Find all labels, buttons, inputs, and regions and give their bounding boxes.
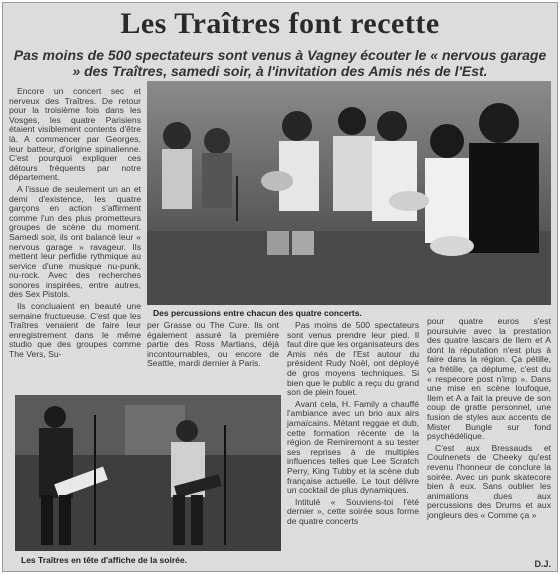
caption-percussion: Des percussions entre chacun des quatre concerts. — [153, 308, 362, 318]
column-2 — [147, 321, 279, 401]
author-signature: D.J. — [534, 559, 551, 569]
newspaper-clipping — [2, 2, 558, 572]
col1-paragraph-2: A l'issue de seulement un an et demi d'existence, les quatre garçons en action s'affirment comme l'un des plus prometteurs groupes de scène du moment. Samedi soir, ils ont balancé leur « nervous garage » ravageur. Ils mettent leur perfidie rythmique au service d'une musique nu-punk, nu-rock. Avec des recherches sonores inspirées, entre autres, des Sex Pistols. — [9, 183, 141, 300]
percussion-photo — [147, 81, 551, 305]
col1-paragraph-1: Encore un concert sec et nerveux des Traîtres. De retour pour la troisième fois dans les Vosges, les quatre Parisiens étaient visiblement contents d'être là. A commencer par Georges, leur batteur, d'origine spinalienne. C'est pourquoi expliquer ces détours fréquents par notre département. — [9, 86, 141, 183]
band-photo-image — [15, 395, 281, 551]
subtitle: Pas moins de 500 spectateurs sont venus à Vagney écouter le « nervous garage » des Traîtres, samedi soir, à l'invitation des Amis nés de l'Est. — [13, 47, 547, 79]
col3-paragraph-2: Avant cela, H. Family a chauffé l'ambiance avec un brio aux airs jamaïcains. Métant reggae et dub, cette formation récente de la région de Remiremont a su tester ses reprises à de multiples influences telles que Lee Scratch Perry, King Tubby et la scène dub française actuelle. Le tout délivre un cocktail de plus dynamiques. — [287, 398, 419, 496]
band-photo — [15, 395, 281, 551]
column-4 — [427, 317, 551, 557]
col1-paragraph-3: Ils concluaient en beauté une semaine fructueuse. C'est que les Traîtres venaient de faire leur enregistrement dans le même studio que des groupes comme The Vers, Su- — [9, 301, 141, 360]
col4-paragraph-1: pour quatre euros s'est poursuivie avec la prestation des quatre lascars de Ilem et A dont la réputation n'est plus à faire dans la région. Ça pétille, ça frétille, ça déplume, c'est du « respecore post n'imp ». Dans une mise en scène loufoque, Ilem et A a fait la preuve de son coup de gratte personnel, une fusion de styles aux accents de Mister Bungle sur fond psychédélique. — [427, 316, 551, 442]
col2-paragraph: per Grasse ou The Cure. Ils ont également assuré la première partie des Ross Martians, déjà incontournables, ou encore de Seattle, mardi dernier à Paris. — [147, 320, 279, 369]
headline: Les Traîtres font recette — [120, 7, 440, 40]
column-1 — [9, 87, 141, 393]
col4-paragraph-2: C'est aux Bressauds et Coulnenets de Cheeky qu'est revenu l'honneur de conclure la soirée. Avec un punk skatecore bien à eux. Sans oublier les animations dues aux percussions des Drums et aux jongleurs des « Comme ça » — [427, 442, 551, 520]
col3-paragraph-1: Pas moins de 500 spectateurs sont venus prendre leur pied. Il faut dire que les organisateurs des Amis nés de l'Est autour du président Rudy Noël, ont déployé de gros moyens techniques. Si bien que le public a reçu du grand son de plein fouet. — [287, 320, 419, 398]
column-3 — [287, 321, 419, 566]
percussion-photo-image — [147, 81, 551, 305]
col3-paragraph-3: Intitulé « Souviens-toi l'été dernier », cette soirée sous forme de quatre concerts — [287, 496, 419, 526]
caption-band: Les Traîtres en tête d'affiche de la soirée. — [21, 555, 187, 565]
